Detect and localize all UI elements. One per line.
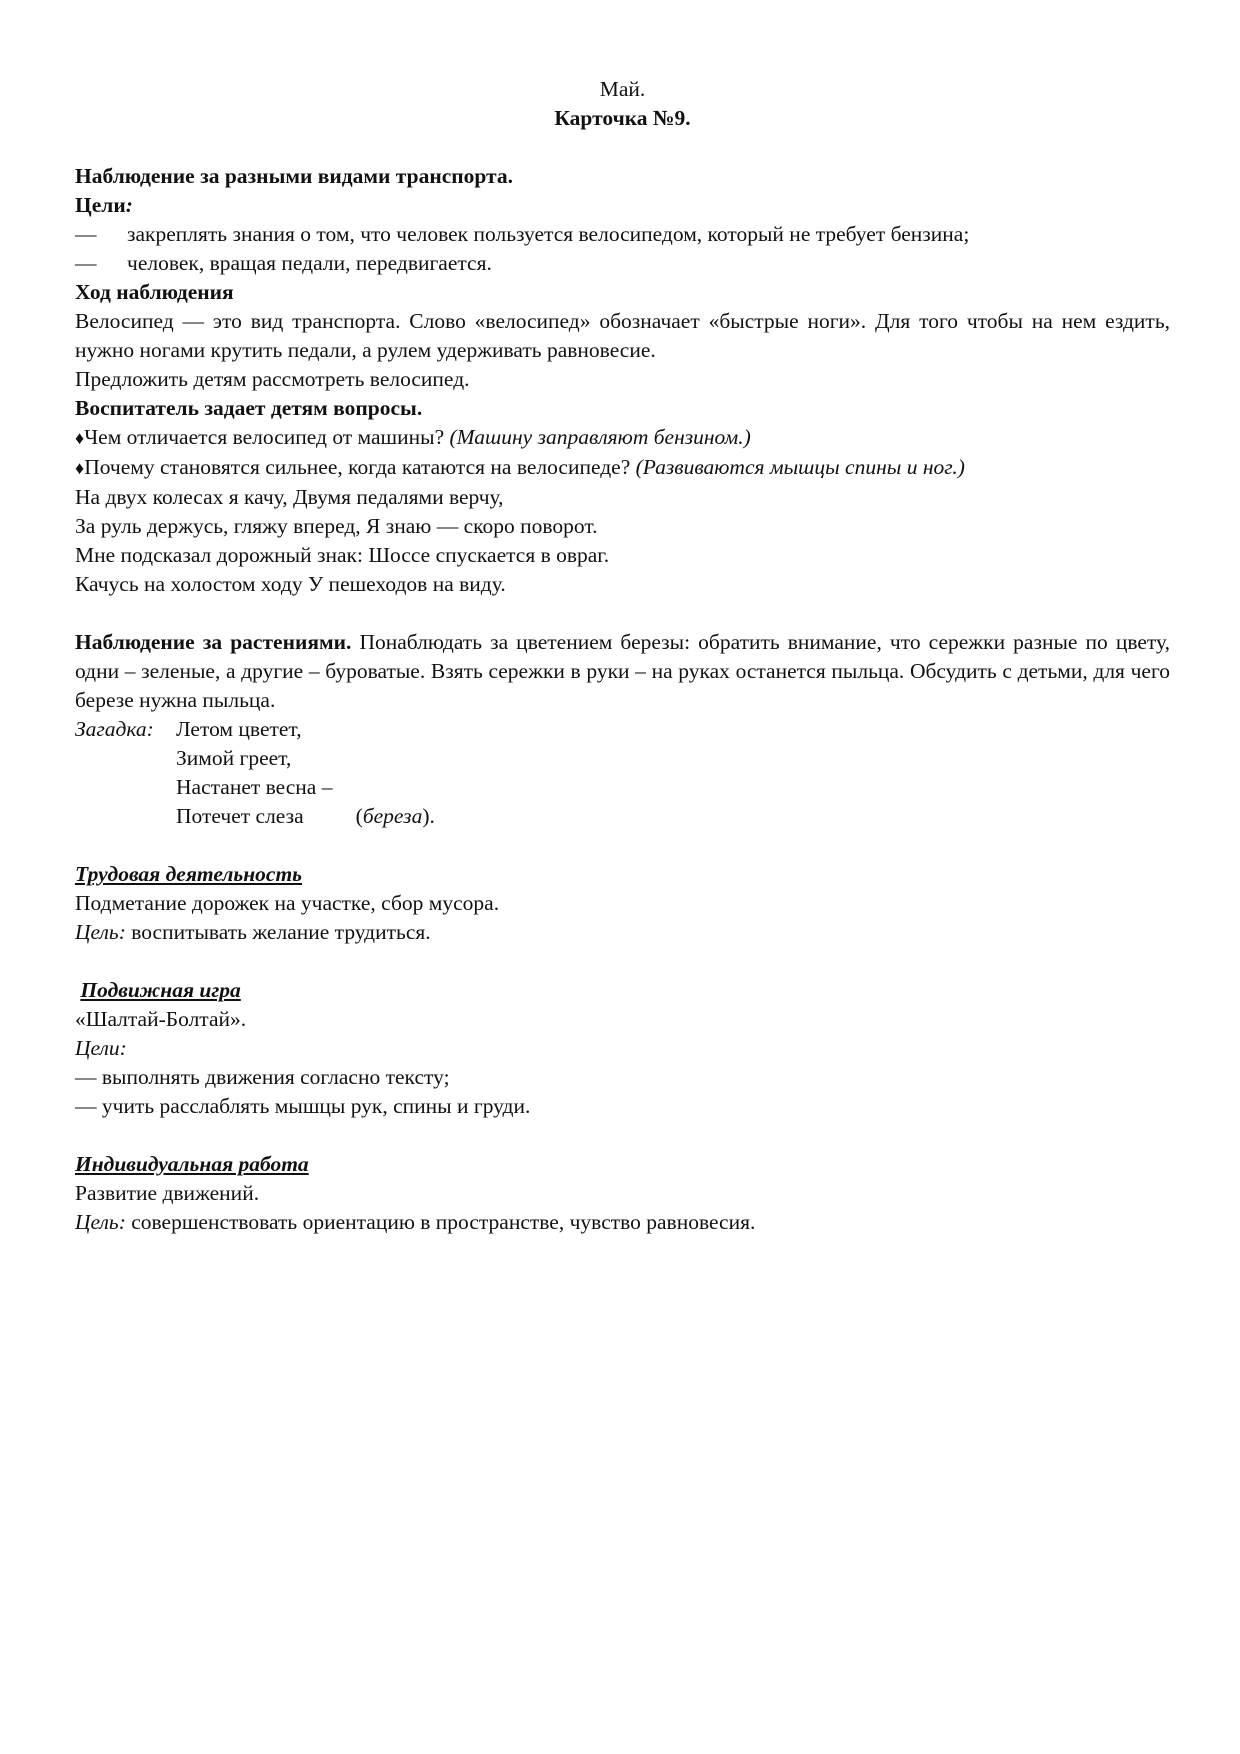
suggest-text: Предложить детям рассмотреть велосипед. (75, 367, 470, 391)
poem-line: За руль держусь, гляжу вперед, Я знаю — скоро поворот. (75, 514, 598, 538)
document-page (75, 75, 1170, 1237)
riddle (75, 715, 1170, 744)
question-answer: (Развиваются мышцы спины и ног.) (635, 455, 965, 479)
card-title: Карточка №9. (554, 106, 691, 130)
goal-dash: — (75, 222, 97, 246)
riddle-line: Летом цветет, (176, 717, 302, 741)
goal-item (75, 220, 1170, 249)
riddle-label: Загадка: (75, 717, 154, 741)
plants-title: Наблюдение за растениями. (75, 630, 352, 654)
goal-text: человек, вращая педали, передвигается. (127, 251, 492, 275)
labor-title: Трудовая деятельность (75, 862, 302, 886)
answer-close: ). (422, 804, 435, 828)
question-item (75, 423, 1170, 453)
riddle-last-line (75, 802, 1170, 831)
goal-label: Цель: (75, 1210, 126, 1234)
poem-line: Мне подсказал дорожный знак: Шоссе спускается в овраг. (75, 543, 610, 567)
individual-text: Развитие движений. (75, 1181, 260, 1205)
spacer (75, 1121, 1170, 1150)
goals-colon: : (125, 193, 133, 217)
game-name: «Шалтай-Болтай». (75, 1007, 247, 1031)
questions-title: Воспитатель задает детям вопросы. (75, 396, 423, 420)
individual-goal (75, 1208, 1170, 1237)
month-heading: Май. (599, 77, 646, 101)
goal-dash: — (75, 251, 97, 275)
riddle-line: Зимой греет, (176, 746, 292, 770)
question-item (75, 453, 1170, 483)
diamond-bullet-icon: ♦ (75, 428, 85, 448)
goal-label: Цель: (75, 920, 126, 944)
answer-open: ( (355, 804, 363, 828)
course-text: Велосипед — это вид транспорта. Слово «велосипед» обозначает «быстрые ноги». Для того чтобы на нем ездить, нужно ногами крутить педали, а рулем удерживать равновесие. (75, 309, 1170, 362)
goal-text: закреплять знания о том, что человек пользуется велосипедом, который не требует бензина; (127, 222, 970, 246)
question-text: Чем отличается велосипед от машины? (84, 425, 450, 449)
labor-goal (75, 918, 1170, 947)
spacer (75, 599, 1170, 628)
game-goals-label: Цели: (75, 1036, 127, 1060)
spacer (75, 947, 1170, 976)
goal-item (75, 249, 1170, 278)
goal-text: совершенствовать ориентацию в пространстве, чувство равновесия. (125, 1210, 756, 1234)
question-answer: (Машину заправляют бензином.) (449, 425, 751, 449)
course-title: Ход наблюдения (75, 280, 234, 304)
plants-text: Понаблюдать за цветением березы: обратить внимание, что сережки разные по цвету, одни – зеленые, а другие – буроватые. Взять сережки в руки – на руках останется пыльца. Обсудить с детьми, для чего березе нужна пыльца. (75, 630, 1170, 712)
transport-title: Наблюдение за разными видами транспорта. (75, 164, 514, 188)
riddle-line: Потечет слеза (176, 804, 304, 828)
labor-text: Подметание дорожек на участке, сбор мусора. (75, 891, 500, 915)
game-title-row (75, 976, 1170, 1005)
goals-label: Цели (75, 193, 126, 217)
plants-paragraph (75, 628, 1170, 715)
goal-text: воспитывать желание трудиться. (125, 920, 431, 944)
spacer (75, 831, 1170, 860)
game-goal: — выполнять движения согласно тексту; (75, 1065, 450, 1089)
riddle-line: Настанет весна – (176, 775, 333, 799)
transport-goals-heading (75, 191, 1170, 220)
game-goal: — учить расслаблять мышцы рук, спины и груди. (75, 1094, 531, 1118)
spacer (75, 133, 1170, 162)
individual-title: Индивидуальная работа (75, 1152, 309, 1176)
question-text: Почему становятся сильнее, когда катаются на велосипеде? (84, 455, 636, 479)
diamond-bullet-icon: ♦ (75, 458, 85, 478)
riddle-answer: береза (362, 804, 423, 828)
poem-line: На двух колесах я качу, Двумя педалями верчу, (75, 485, 504, 509)
game-title: Подвижная игра (80, 978, 241, 1002)
poem-line: Качусь на холостом ходу У пешеходов на виду. (75, 572, 506, 596)
